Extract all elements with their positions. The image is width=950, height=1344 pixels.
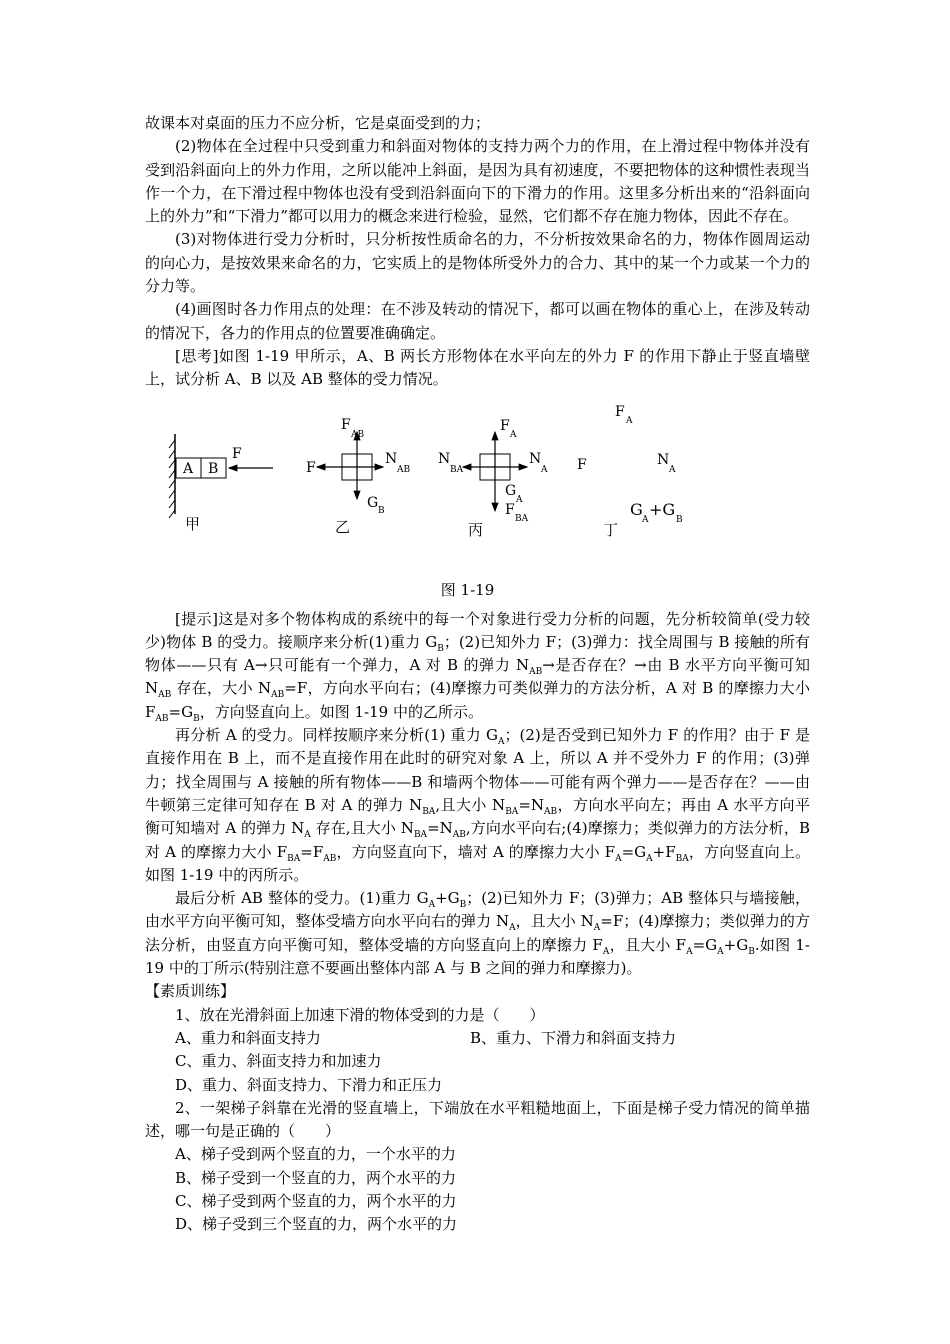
label-d-na-sub: A (669, 464, 676, 475)
label-gb: G (367, 494, 379, 511)
diagram-jia (169, 434, 273, 533)
label-nab: N (385, 450, 398, 467)
label-nab-sub: AB (397, 464, 411, 475)
label-fab-sub: AB (351, 429, 365, 440)
label-f-yi: F (306, 459, 316, 476)
question-2-option-d: D、梯子受到三个竖直的力，两个水平的力 (175, 1215, 458, 1234)
label-d-na: N (657, 451, 670, 468)
label-fba-sub: BA (515, 513, 529, 524)
label-d-ga-sub: A (642, 514, 649, 525)
label-nba: N (438, 450, 451, 467)
question-1-option-b: B、重力、下滑力和斜面支持力 (470, 1028, 677, 1047)
label-fa-sub: A (510, 429, 517, 440)
force-diagram (145, 394, 810, 579)
label-d-gb: +G (649, 499, 676, 519)
label-na: N (529, 450, 542, 467)
label-ga: G (505, 482, 517, 499)
label-fa: F (500, 417, 510, 434)
diagram-bing (438, 418, 548, 539)
figure-caption: 图 1-19 (440, 580, 495, 599)
label-b: B (208, 460, 219, 477)
diagram-yi (306, 417, 410, 536)
diagram-ding (577, 404, 683, 539)
document-page (145, 112, 810, 1237)
question-1-options-ab (145, 1027, 810, 1050)
label-d-ga: G (630, 499, 643, 519)
label-fab: F (341, 416, 351, 433)
question-2: 2、一架梯子斜靠在光滑的竖直墙上，下端放在水平粗糙地面上，下面是梯子受力情况的简单描述，哪一句是正确的（ ） (145, 1098, 810, 1141)
training-heading: 【素质训练】 (145, 982, 236, 1001)
label-gb-sub: B (378, 505, 385, 516)
paragraph-4: (4)画图时各力作用点的处理：在不涉及转动的情况下，都可以画在物体的重心上，在涉及转动的情况下，各力的作用点的位置要准确确定。 (145, 300, 810, 342)
label-ga-sub: A (516, 494, 523, 505)
question-2-option-a: A、梯子受到两个竖直的力，一个水平的力 (175, 1145, 456, 1164)
question-1-option-a: A、重力和斜面支持力 (175, 1028, 321, 1047)
force-diagram-figure (145, 394, 810, 579)
label-d-gb-sub: B (676, 514, 683, 525)
question-1-option-c: C、重力、斜面支持力和加速力 (175, 1052, 382, 1071)
label-bing: 丙 (468, 520, 484, 539)
question-1-option-d: D、重力、斜面支持力、下滑力和正压力 (175, 1075, 443, 1094)
label-d-fa-sub: A (626, 415, 633, 426)
question-2-option-b: B、梯子受到一个竖直的力，两个水平的力 (175, 1168, 457, 1187)
label-ding: 丁 (603, 520, 619, 539)
paragraph-3: (3)对物体进行受力分析时，只分析按性质命名的力，不分析按效果命名的力，物体作圆周运动的向心力，是按效果来命名的力，它实质上的是物体所受外力的合力、其中的某一个力或某一个力的分力等。 (145, 230, 810, 296)
paragraph-1: 故课本对桌面的压力不应分析，它是桌面受到的力； (145, 114, 491, 132)
label-d-f: F (577, 456, 587, 473)
label-yi: 乙 (335, 517, 351, 536)
label-na-sub: A (541, 464, 548, 475)
analysis-ab-paragraph: 最后分析 AB 整体的受力。(1)重力 $G_A+G_B$；(2)已知外力 F；(3)弹力；AB 整体只与墙接触，由水平方向平衡可知，整体受墙方向水平向右的弹力 $N_A$，且大小 $N_A=F$；(4)摩擦力；类似弹力的方法分析，由竖直方向平衡可知，整体受墙的方向竖直向上的摩擦力 $F_A$，且大小 $F_A=G_A+G_B$.如图 1-19 中的丁所示(特别注意不要画出整体内部 A 与 B 之间的弹力和摩擦力)。 (145, 889, 810, 978)
think-question: [思考]如图 1-19 甲所示，A、B 两长方形物体在水平向左的外力 F 的作用下静止于竖直墙壁上，试分析 A、B 以及 AB 整体的受力情况。 (145, 346, 810, 389)
label-jia: 甲 (185, 514, 201, 533)
analysis-a-paragraph: 再分析 A 的受力。同样按顺序来分析(1) 重力 $G_A$；(2)是否受到已知外力 F 的作用？由于 F 是直接作用在 B 上，而不是直接作用在此时的研究对象 A 上，所以 A 并不受外力 F 的作用；(3)弹力；找全周围与 A 接触的所有物体——B 和墙两个物体——可能有两个弹力——是否存在？——由牛顿第三定律可知存在 B 对 A 的弹力 $N_{BA}$,且大小 $N_{BA}=N_{AB}$，方向水平向左；再由 A 水平方向平 衡可知墙对 A 的弹力 $N_A$ 存在,且大小 $N_{BA}=N_{AB}$,方向水平向右;(4)摩擦力；类似弹力的方法分析，B 对 A 的摩擦力大小 $F_{BA}=F_{AB}$，方向竖直向下，墙对 A 的摩擦力大小 $F_A=G_A+F_{BA}$，方向竖直向上。如图 1-19 中的丙所示。 (145, 726, 811, 884)
paragraph-2: (2)物体在全过程中只受到重力和斜面对物体的支持力两个力的作用，在上滑过程中物体并没有受到沿斜面向上的外力作用，之所以能冲上斜面，是因为具有初速度，不要把物体的这种惯性表现当作一个力，在下滑过程中物体也没有受到沿斜面向下的下滑力的作用。这里多分析出来的“沿斜面向上的外力”和“下滑力”都可以用力的概念来进行检验，显然，它们都不存在施力物体，因此不存在。 (145, 137, 810, 226)
label-fba: F (505, 501, 515, 518)
question-2-option-c: C、梯子受到两个竖直的力，两个水平的力 (175, 1191, 457, 1210)
label-f: F (232, 445, 242, 462)
question-1: 1、放在光滑斜面上加速下滑的物体受到的力是（ ） (175, 1005, 545, 1024)
label-nba-sub: BA (450, 464, 464, 475)
label-a: A (183, 460, 194, 477)
label-d-fa: F (615, 403, 625, 420)
hint-paragraph: [提示]这是对多个物体构成的系统中的每一个对象进行受力分析的问题，先分析较简单(受力较少)物体 B 的受力。接顺序来分析(1)重力 $G_B$；(2)已知外力 F；(3)弹力：找全周围与 B 接触的所有物体——只有 A→只可能有一个弹力，A 对 B 的弹力 $N_{AB}\to$是否存在？→由 B 水平方向平衡可知 $N_{AB}$ 存在，大小 $N_{AB}=F$，方向水平向右；(4)摩擦力可类似弹力的方法分析，A 对 B 的摩擦力大小 $F_{AB}=G_B$，方向竖直向上。如图 1-19 中的乙所示。 (145, 609, 810, 724)
